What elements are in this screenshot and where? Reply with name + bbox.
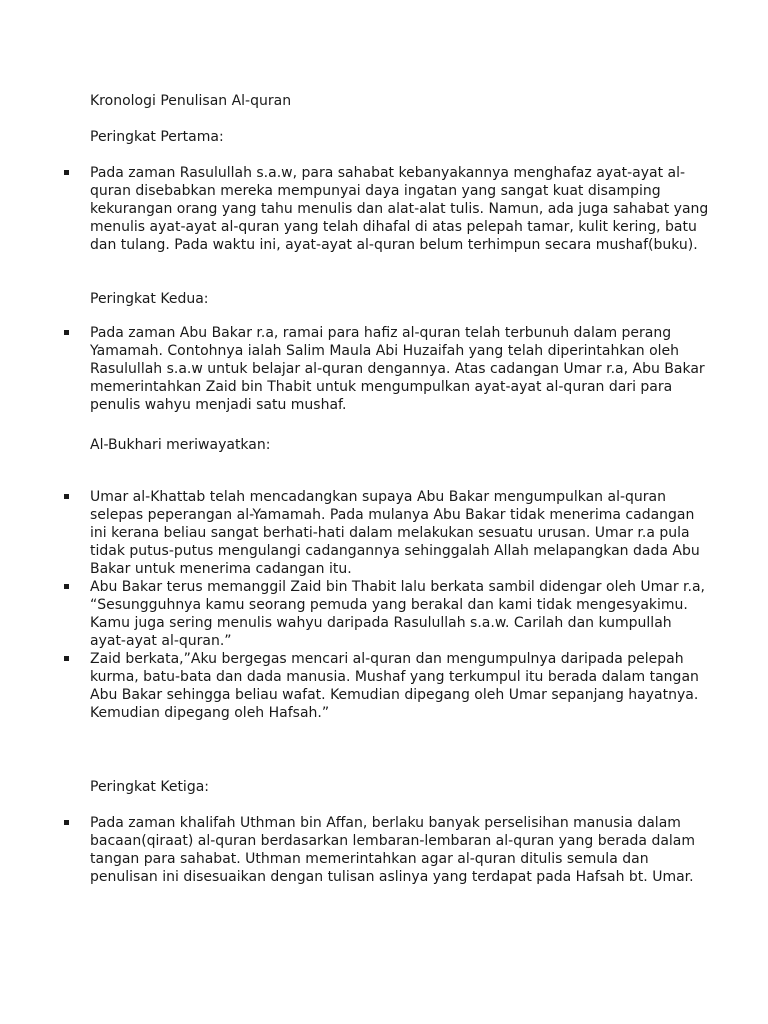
section-heading-1: Peringkat Pertama: <box>90 129 224 145</box>
bullet-square-icon <box>64 170 69 175</box>
bullet-square-icon <box>64 494 69 499</box>
list-item-line: tidak putus-putus mengulangi cadangannya sehinggalah Allah melapangkan dada Abu <box>90 543 700 559</box>
quote-intro: Al-Bukhari meriwayatkan: <box>90 437 271 453</box>
list-item-line: memerintahkan Zaid bin Thabit untuk mengumpulkan ayat-ayat al-quran dari para <box>90 379 673 395</box>
list-item <box>0 164 768 254</box>
list-item-line: “Sesungguhnya kamu seorang pemuda yang berakal dan kami tidak mengesyakimu. <box>90 597 688 613</box>
bullet-square-icon <box>64 330 69 335</box>
list-item-line: tangan para sahabat. Uthman memerintahkan agar al-quran ditulis semula dan <box>90 851 649 867</box>
list-item-line: bacaan(qiraat) al-quran berdasarkan lembaran-lembaran al-quran yang berada dalam <box>90 833 696 849</box>
list-item-line: quran disebabkan mereka mempunyai daya ingatan yang sangat kuat disamping <box>90 183 661 199</box>
list-item-line: penulis wahyu menjadi satu mushaf. <box>90 397 347 413</box>
list-item-line: dan tulang. Pada waktu ini, ayat-ayat al-quran belum terhimpun secara mushaf(buku). <box>90 237 698 253</box>
list-item-line: Zaid berkata,”Aku bergegas mencari al-quran dan mengumpulnya daripada pelepah <box>90 651 684 667</box>
list-item-line: Kemudian dipegang oleh Hafsah.” <box>90 705 330 721</box>
list-item-line: Pada zaman Rasulullah s.a.w, para sahabat kebanyakannya menghafaz ayat-ayat al- <box>90 165 686 181</box>
list-item-line: ayat-ayat al-quran.” <box>90 633 232 649</box>
list-item <box>0 650 768 722</box>
bullet-list-quotes <box>0 488 768 722</box>
bullet-list-2 <box>0 324 768 414</box>
bullet-square-icon <box>64 584 69 589</box>
list-item-line: Umar al-Khattab telah mencadangkan supaya Abu Bakar mengumpulkan al-quran <box>90 489 666 505</box>
list-item-line: Bakar untuk menerima cadangan itu. <box>90 561 352 577</box>
list-item-line: Yamamah. Contohnya ialah Salim Maula Abi Huzaifah yang telah diperintahkan oleh <box>90 343 680 359</box>
bullet-list-1 <box>0 164 768 254</box>
list-item-line: ini kerana beliau sangat berhati-hati dalam melakukan sesuatu urusan. Umar r.a pula <box>90 525 690 541</box>
list-item-line: Pada zaman khalifah Uthman bin Affan, berlaku banyak perselisihan manusia dalam <box>90 815 681 831</box>
list-item <box>0 814 768 886</box>
list-item-line: kekurangan orang yang tahu menulis dan alat-alat tulis. Namun, ada juga sahabat yang <box>90 201 709 217</box>
bullet-square-icon <box>64 656 69 661</box>
list-item-line: Rasulullah s.a.w untuk belajar al-quran dengannya. Atas cadangan Umar r.a, Abu Bakar <box>90 361 705 377</box>
list-item <box>0 488 768 578</box>
bullet-list-3 <box>0 814 768 886</box>
list-item <box>0 324 768 414</box>
list-item-line: menulis ayat-ayat al-quran yang telah dihafal di atas pelepah tamar, kulit kering, batu <box>90 219 697 235</box>
list-item-line: selepas peperangan al-Yamamah. Pada mulanya Abu Bakar tidak menerima cadangan <box>90 507 695 523</box>
list-item-line: Abu Bakar sehingga beliau wafat. Kemudian dipegang oleh Umar sepanjang hayatnya. <box>90 687 699 703</box>
list-item-line: penulisan ini disesuaikan dengan tulisan aslinya yang terdapat pada Hafsah bt. Umar. <box>90 869 694 885</box>
section-heading-3: Peringkat Ketiga: <box>90 779 209 795</box>
document-title: Kronologi Penulisan Al-quran <box>90 93 292 109</box>
list-item-line: Abu Bakar terus memanggil Zaid bin Thabit lalu berkata sambil didengar oleh Umar r.a, <box>90 579 706 595</box>
list-item-line: kurma, batu-bata dan dada manusia. Mushaf yang terkumpul itu berada dalam tangan <box>90 669 699 685</box>
bullet-square-icon <box>64 820 69 825</box>
list-item-line: Kamu juga sering menulis wahyu daripada Rasulullah s.a.w. Carilah dan kumpullah <box>90 615 672 631</box>
list-item-line: Pada zaman Abu Bakar r.a, ramai para hafiz al-quran telah terbunuh dalam perang <box>90 325 672 341</box>
list-item <box>0 578 768 650</box>
section-heading-2: Peringkat Kedua: <box>90 291 209 307</box>
